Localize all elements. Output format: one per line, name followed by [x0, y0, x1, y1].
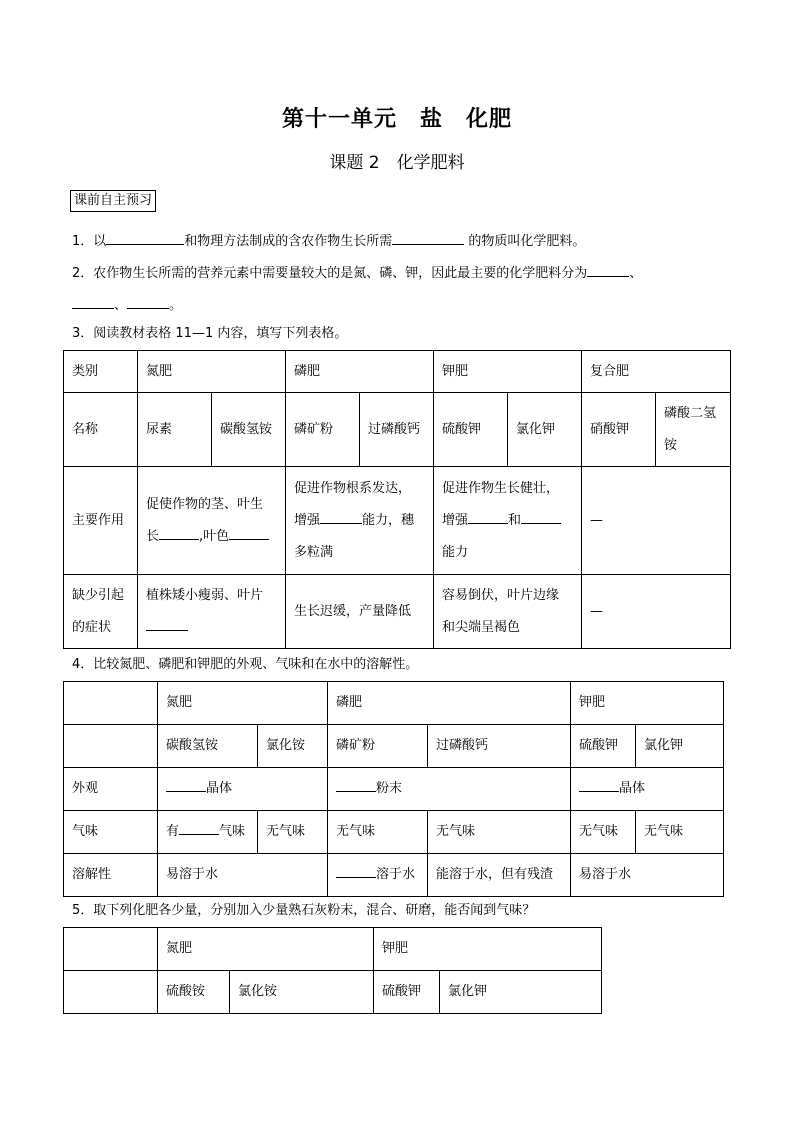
- table-header: 氮肥: [158, 682, 328, 725]
- table-header: 氮肥: [158, 928, 374, 971]
- table-cell: 硫酸铵: [158, 971, 230, 1014]
- cell-text: 增强: [442, 512, 469, 528]
- table-cell: 过磷酸钙: [360, 393, 434, 467]
- answer-blank[interactable]: [229, 525, 269, 540]
- question-text: 。: [169, 298, 183, 313]
- cell-text: 多粒满: [294, 544, 334, 560]
- answer-blank[interactable]: [587, 262, 629, 277]
- table-cell: 能溶于水，但有残渣: [428, 854, 571, 897]
- question-text: 、: [629, 266, 643, 281]
- question-5: 5．取下列化肥各少量，分别加入少量熟石灰粉末，混合、研磨，能否闻到气味？: [72, 903, 536, 918]
- table-cell: 硫酸钾: [374, 971, 440, 1014]
- table-cell: 主要作用: [64, 467, 138, 575]
- answer-blank[interactable]: [106, 230, 184, 245]
- cell-text: 植株矮小瘦弱、叶片: [146, 587, 264, 603]
- question-3: 3．阅读教材表格 11—1 内容，填写下列表格。: [72, 326, 348, 341]
- table-cell: 易溶于水: [571, 854, 724, 897]
- cell-text: 晶体: [619, 781, 646, 796]
- table-header: 氮肥: [138, 351, 286, 393]
- cell-text: 和: [508, 512, 522, 528]
- answer-blank[interactable]: [336, 777, 376, 792]
- table-cell: 碳酸氢铵: [212, 393, 286, 467]
- table-cell: 尿素: [138, 393, 212, 467]
- cell-text: 增强: [294, 512, 321, 528]
- table-cell: [328, 854, 428, 897]
- table-row: [64, 351, 731, 393]
- table-cell: [138, 467, 286, 575]
- table-cell: 气味: [64, 811, 158, 854]
- table-cell: 磷矿粉: [328, 725, 428, 768]
- table-cell: [158, 768, 328, 811]
- ammonia-test-table: [63, 927, 602, 1014]
- table-cell: 氯化钾: [636, 725, 724, 768]
- table-row: [64, 854, 724, 897]
- table-row: [64, 768, 724, 811]
- table-cell: 氯化钾: [440, 971, 602, 1014]
- table-cell: 无气味: [428, 811, 571, 854]
- question-text: 的物质叫化学肥料。: [464, 234, 586, 249]
- table-row: [64, 393, 731, 467]
- table-row: [64, 928, 602, 971]
- table-header: 钾肥: [434, 351, 582, 393]
- table-row: [64, 811, 724, 854]
- question-2: [72, 262, 642, 283]
- table-cell: [571, 768, 724, 811]
- table-row: [64, 682, 724, 725]
- table-cell: 磷矿粉: [286, 393, 360, 467]
- cell-text: 有: [166, 824, 180, 839]
- answer-blank[interactable]: [146, 616, 188, 631]
- table-cell: 氯化铵: [230, 971, 374, 1014]
- table-cell: 氯化铵: [258, 725, 328, 768]
- cell-text: 容易倒伏，叶片边缘: [442, 587, 560, 603]
- table-cell: [434, 575, 582, 649]
- table-header-empty: [64, 682, 158, 725]
- table-cell: 无气味: [636, 811, 724, 854]
- table-header: 磷肥: [328, 682, 571, 725]
- fertilizer-table: [63, 350, 731, 649]
- question-text: 和物理方法制成的含农作物生长所需: [184, 234, 393, 249]
- table-cell: 硫酸钾: [434, 393, 508, 467]
- table-cell: 生长迟缓，产量降低: [286, 575, 434, 649]
- table-cell: —: [582, 575, 731, 649]
- comparison-table: [63, 681, 724, 897]
- cell-text: 促进作物生长健壮，: [442, 480, 560, 496]
- answer-blank[interactable]: [166, 777, 206, 792]
- answer-blank[interactable]: [579, 777, 619, 792]
- table-cell: [158, 811, 258, 854]
- cell-text: 能力，穗: [362, 512, 415, 528]
- cell-text: 粉末: [376, 781, 403, 796]
- question-text: 、: [114, 298, 128, 313]
- table-header: 钾肥: [374, 928, 602, 971]
- cell-text: ,叶色: [199, 528, 230, 544]
- table-row: [64, 725, 724, 768]
- table-row: [64, 467, 731, 575]
- table-row: [64, 575, 731, 649]
- table-cell: 碳酸氢铵: [158, 725, 258, 768]
- answer-blank[interactable]: [127, 294, 169, 309]
- table-cell: 溶解性: [64, 854, 158, 897]
- table-header-empty: [64, 928, 158, 971]
- question-1: [72, 230, 585, 251]
- cell-text: 和尖端呈褐色: [442, 619, 521, 635]
- answer-blank[interactable]: [159, 525, 199, 540]
- table-cell: 硝酸钾: [582, 393, 656, 467]
- table-cell: [64, 575, 138, 649]
- table-cell: 硫酸钾: [571, 725, 636, 768]
- table-header: 复合肥: [582, 351, 731, 393]
- question-4: 4．比较氮肥、磷肥和钾肥的外观、气味和在水中的溶解性。: [72, 657, 419, 672]
- table-cell-empty: [64, 725, 158, 768]
- table-cell: [434, 467, 582, 575]
- cell-text: 气味: [219, 824, 246, 839]
- table-cell: [138, 575, 286, 649]
- table-cell-empty: [64, 971, 158, 1014]
- table-cell: 氯化钾: [508, 393, 582, 467]
- table-cell: 无气味: [258, 811, 328, 854]
- table-cell: —: [582, 467, 731, 575]
- cell-text: 长: [146, 528, 160, 544]
- cell-text: 缺少引起: [72, 587, 125, 603]
- table-cell: 无气味: [328, 811, 428, 854]
- cell-text: 促进作物根系发达，: [294, 480, 412, 496]
- cell-text: 的症状: [72, 619, 112, 635]
- table-cell: 无气味: [571, 811, 636, 854]
- answer-blank[interactable]: [468, 509, 508, 524]
- table-cell: [286, 467, 434, 575]
- section-label: 课前自主预习: [70, 190, 156, 212]
- table-cell: 过磷酸钙: [428, 725, 571, 768]
- table-cell: 磷酸二氢铵: [656, 393, 731, 467]
- table-header: 磷肥: [286, 351, 434, 393]
- answer-blank[interactable]: [72, 294, 114, 309]
- answer-blank[interactable]: [336, 863, 376, 878]
- page-subtitle: 课题 2 化学肥料: [329, 153, 465, 173]
- table-cell: 易溶于水: [158, 854, 328, 897]
- table-row: [64, 971, 602, 1014]
- answer-blank[interactable]: [392, 230, 464, 245]
- question-2-line2: [72, 294, 182, 315]
- answer-blank[interactable]: [521, 509, 561, 524]
- cell-text: 促使作物的茎、叶生: [146, 496, 264, 512]
- table-header: 类别: [64, 351, 138, 393]
- cell-text: 能力: [442, 544, 469, 560]
- table-cell: 名称: [64, 393, 138, 467]
- answer-blank[interactable]: [320, 509, 362, 524]
- table-cell: 外观: [64, 768, 158, 811]
- cell-text: 晶体: [206, 781, 233, 796]
- cell-text: 溶于水: [376, 867, 416, 882]
- table-header: 钾肥: [571, 682, 724, 725]
- page-title: 第十一单元 盐 化肥: [281, 107, 512, 132]
- question-text: 2．农作物生长所需的营养元素中需要量较大的是氮、磷、钾，因此最主要的化学肥料分为: [72, 266, 588, 281]
- question-text: 1．以: [72, 234, 107, 249]
- table-cell: [328, 768, 571, 811]
- answer-blank[interactable]: [179, 820, 219, 835]
